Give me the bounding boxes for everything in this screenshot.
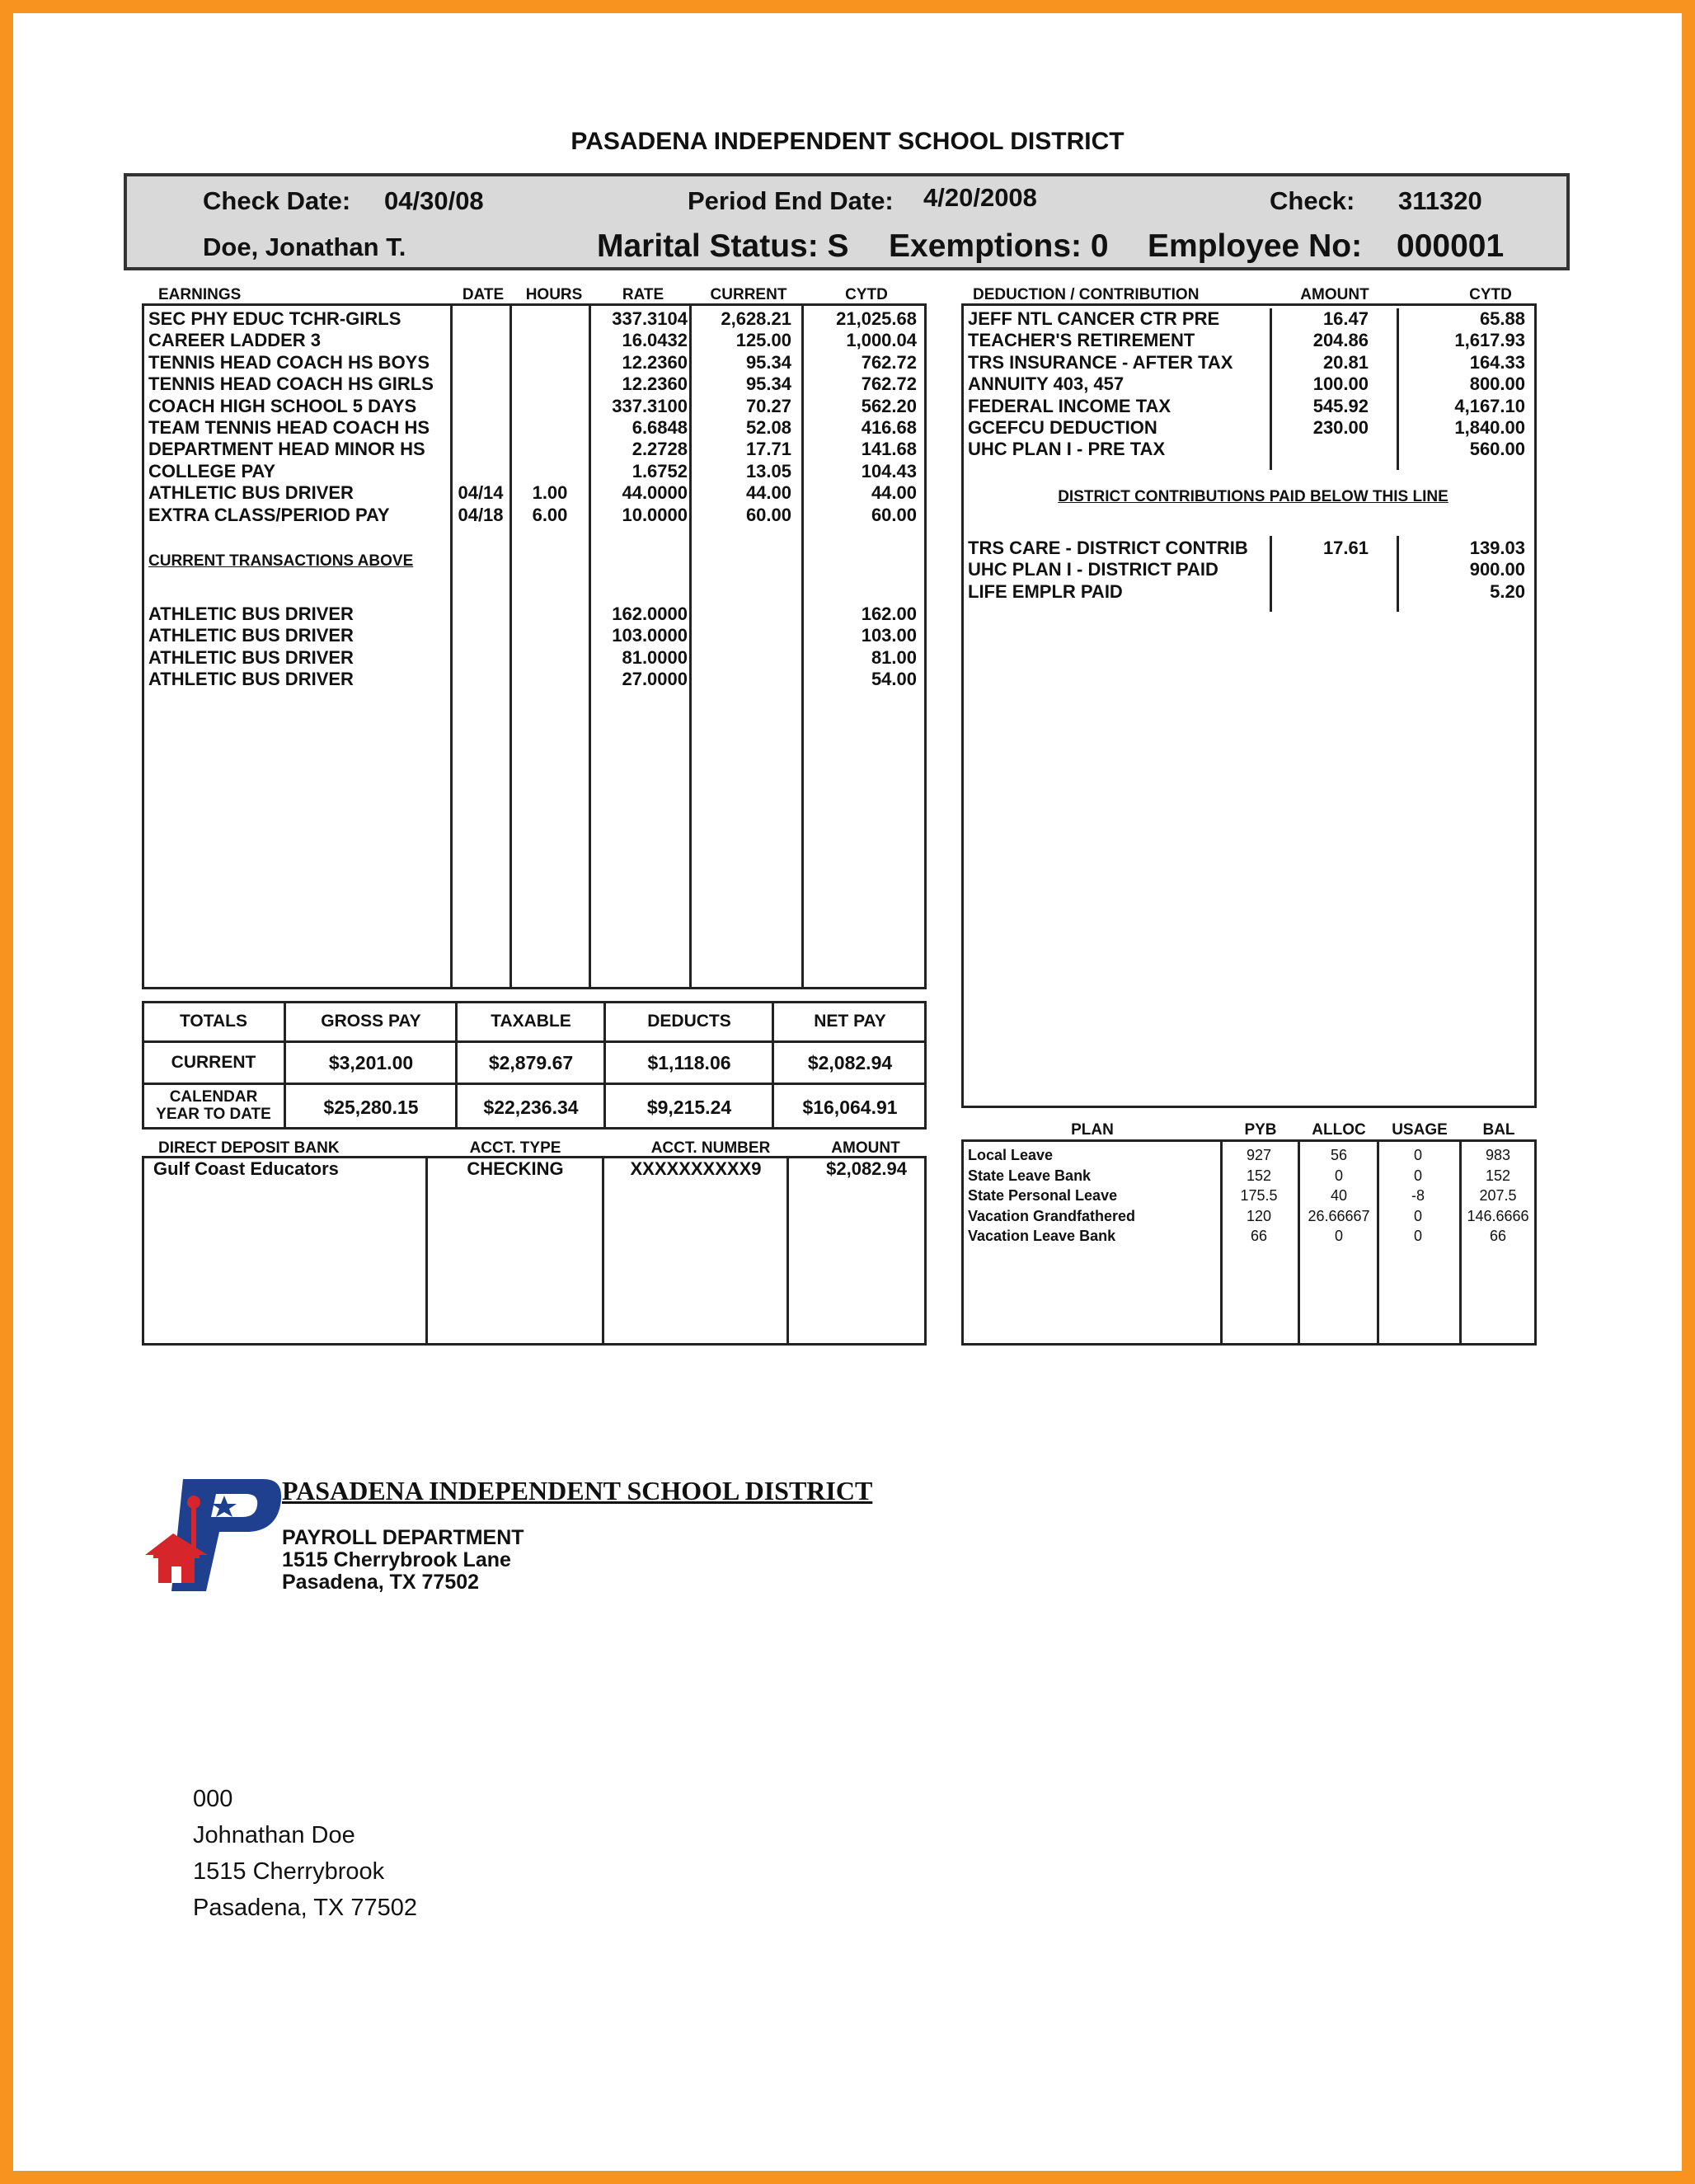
table-row — [148, 505, 923, 526]
table-row — [968, 1186, 1537, 1206]
prior-earning-cytd: 81.00 — [871, 646, 917, 668]
leave-bal: 146.6666 — [1467, 1207, 1529, 1224]
hours-header: HOURS — [525, 286, 583, 303]
acct-type-header: ACCT. TYPE — [469, 1139, 561, 1157]
deduction-amount: 545.92 — [1312, 395, 1369, 416]
plan-header: PLAN — [1071, 1121, 1114, 1139]
earning-rate: 337.3100 — [612, 395, 688, 416]
earning-hours: 1.00 — [532, 482, 568, 504]
deduction-header: DEDUCTION / CONTRIBUTION — [973, 286, 1200, 303]
ytd-label — [142, 1088, 285, 1123]
deduction-cytd: 139.03 — [1469, 538, 1525, 558]
period-end-label: Period End Date: — [688, 186, 894, 215]
leave-usage: 0 — [1413, 1147, 1422, 1163]
deposit-table — [142, 1156, 927, 1346]
earning-name: TENNIS HEAD COACH HS GIRLS — [148, 373, 434, 395]
prior-earning-name: ATHLETIC BUS DRIVER — [148, 625, 354, 646]
earning-cytd: 762.72 — [861, 373, 917, 395]
prior-earnings-rows — [148, 604, 923, 691]
exemptions: Exemptions: 0 — [889, 228, 1109, 264]
deposit-acct-type: CHECKING — [467, 1158, 564, 1179]
leave-alloc: 0 — [1334, 1167, 1343, 1184]
deposit-bank-header: DIRECT DEPOSIT BANK — [158, 1139, 340, 1157]
earning-name: CAREER LADDER 3 — [148, 330, 322, 351]
district-title: PASADENA INDEPENDENT SCHOOL DISTRICT — [570, 128, 1125, 155]
ytd-net-pay: $16,064.91 — [802, 1097, 898, 1118]
table-row — [968, 308, 1532, 330]
deduction-amount: 16.47 — [1322, 308, 1369, 329]
deduction-name: FEDERAL INCOME TAX — [968, 395, 1171, 416]
date-header: DATE — [462, 286, 505, 303]
earning-current: 70.27 — [745, 395, 791, 416]
prior-earning-rate: 162.0000 — [612, 604, 688, 624]
deduction-cytd: 1,840.00 — [1454, 416, 1525, 438]
check-date-label: Check Date: — [203, 186, 351, 215]
table-row — [148, 482, 923, 504]
table-row — [148, 396, 923, 417]
district-contributions-label: DISTRICT CONTRIBUTIONS PAID BELOW THIS LINE — [1058, 488, 1448, 505]
prior-earning-rate: 81.0000 — [622, 646, 688, 668]
earning-current: 2,628.21 — [721, 308, 791, 329]
deduction-cytd: 65.88 — [1479, 308, 1525, 329]
deduction-name: ANNUITY 403, 457 — [968, 373, 1125, 395]
deduction-name: TRS CARE - DISTRICT CONTRIB — [968, 538, 1248, 558]
earning-name: ATHLETIC BUS DRIVER — [148, 482, 354, 504]
leave-bal: 207.5 — [1479, 1187, 1517, 1204]
leave-pyb: 927 — [1246, 1147, 1272, 1163]
earning-cytd: 416.68 — [861, 416, 917, 438]
leave-rows — [968, 1145, 1537, 1247]
leave-pyb: 152 — [1246, 1167, 1272, 1184]
usage-header: USAGE — [1392, 1121, 1448, 1139]
period-end-value: 4/20/2008 — [923, 183, 1037, 212]
earning-hours: 6.00 — [532, 504, 568, 525]
earning-cytd: 762.72 — [861, 351, 917, 373]
earning-name: DEPARTMENT HEAD MINOR HS — [148, 439, 425, 460]
totals-header: TOTALS — [179, 1012, 248, 1031]
deduction-amount: 100.00 — [1312, 373, 1369, 395]
ytd-label-line2: YEAR TO DATE — [156, 1106, 271, 1123]
table-row — [148, 647, 923, 669]
leave-alloc: 26.66667 — [1308, 1207, 1370, 1224]
deduction-cytd: 4,167.10 — [1454, 395, 1525, 416]
earning-rate: 2.2728 — [632, 439, 688, 460]
pyb-header: PYB — [1244, 1121, 1277, 1139]
deduction-name: LIFE EMPLR PAID — [968, 580, 1123, 602]
table-row — [148, 352, 923, 373]
table-row — [148, 308, 923, 330]
deduction-name: GCEFCU DEDUCTION — [968, 416, 1157, 438]
earning-rate: 44.0000 — [622, 482, 688, 504]
earning-current: 17.71 — [745, 439, 791, 460]
deduction-amount: 230.00 — [1312, 416, 1369, 438]
leave-alloc: 56 — [1330, 1147, 1348, 1163]
deduction-amount: 17.61 — [1322, 538, 1369, 558]
bal-header: BAL — [1482, 1121, 1515, 1139]
deducts-header: DEDUCTS — [647, 1012, 731, 1031]
earning-current: 125.00 — [735, 330, 791, 351]
table-row — [968, 538, 1532, 559]
prior-earning-cytd: 162.00 — [861, 604, 917, 624]
cytd-header: CYTD — [845, 286, 888, 303]
district-contribution-rows — [968, 538, 1532, 603]
deduction-cytd: 800.00 — [1469, 373, 1525, 395]
earning-cytd: 104.43 — [861, 460, 917, 481]
leave-bal: 983 — [1485, 1147, 1511, 1163]
leave-plan: Vacation Leave Bank — [968, 1228, 1116, 1244]
current-net-pay: $2,082.94 — [807, 1052, 893, 1073]
table-row — [968, 417, 1532, 439]
earning-rate: 12.2360 — [622, 351, 688, 373]
table-row — [968, 373, 1532, 395]
leave-usage: 0 — [1413, 1167, 1422, 1184]
prior-earning-cytd: 54.00 — [871, 669, 917, 690]
prior-earning-name: ATHLETIC BUS DRIVER — [148, 604, 354, 624]
current-transactions-label: CURRENT TRANSACTIONS ABOVE — [148, 552, 414, 570]
net-pay-header: NET PAY — [814, 1012, 886, 1031]
earning-current: 44.00 — [745, 482, 791, 504]
prior-earning-rate: 103.0000 — [612, 625, 688, 646]
rate-header: RATE — [622, 286, 664, 303]
deduction-cytd: 164.33 — [1469, 351, 1525, 373]
prior-earning-cytd: 103.00 — [861, 625, 917, 646]
deduction-cytd: 560.00 — [1469, 439, 1525, 460]
footer-district-name: PASADENA INDEPENDENT SCHOOL DISTRICT — [282, 1476, 873, 1505]
earning-rate: 12.2360 — [622, 373, 688, 395]
earning-rate: 337.3104 — [612, 308, 688, 329]
earning-current: 60.00 — [745, 504, 791, 525]
earning-cytd: 44.00 — [871, 482, 917, 504]
deduction-amount: 204.86 — [1312, 330, 1369, 351]
earning-cytd: 562.20 — [861, 395, 917, 416]
deposit-amount: $2,082.94 — [826, 1158, 907, 1179]
acct-number-header: ACCT. NUMBER — [650, 1139, 771, 1157]
leave-plan: Local Leave — [968, 1147, 1054, 1163]
current-totals-label: CURRENT — [171, 1053, 256, 1072]
earning-current: 13.05 — [745, 460, 791, 481]
deduction-amount: 20.81 — [1322, 351, 1369, 373]
earning-cytd: 141.68 — [861, 439, 917, 460]
earning-name: TENNIS HEAD COACH HS BOYS — [148, 351, 430, 373]
earning-date: 04/14 — [458, 482, 504, 504]
ytd-gross-pay: $25,280.15 — [323, 1097, 419, 1118]
mailing-line-3: 1515 Cherrybrook — [193, 1858, 385, 1885]
current-taxable: $2,879.67 — [488, 1052, 574, 1073]
leave-usage: 0 — [1413, 1228, 1422, 1244]
deposit-acct-number: XXXXXXXXXX9 — [630, 1158, 762, 1179]
table-row — [148, 330, 923, 351]
leave-bal: 152 — [1485, 1167, 1511, 1184]
earning-rate: 10.0000 — [622, 504, 688, 525]
employee-no-value: 000001 — [1397, 228, 1505, 264]
deduction-cytd: 5.20 — [1490, 580, 1525, 602]
deduction-amount-header: AMOUNT — [1300, 286, 1369, 303]
taxable-header: TAXABLE — [491, 1012, 571, 1031]
leave-plan: Vacation Grandfathered — [968, 1207, 1136, 1224]
current-gross-pay: $3,201.00 — [328, 1052, 414, 1073]
deduction-name: TEACHER'S RETIREMENT — [968, 330, 1195, 351]
leave-alloc: 0 — [1334, 1228, 1343, 1244]
table-row — [968, 439, 1532, 460]
prior-earning-name: ATHLETIC BUS DRIVER — [148, 646, 354, 668]
earning-current: 52.08 — [745, 416, 791, 438]
deposit-bank-name: Gulf Coast Educators — [153, 1158, 339, 1179]
ytd-label-line1: CALENDAR — [169, 1088, 258, 1106]
mailing-line-2: Johnathan Doe — [193, 1822, 355, 1848]
deduction-name: TRS INSURANCE - AFTER TAX — [968, 351, 1233, 373]
table-row — [968, 1166, 1537, 1186]
employee-name: Doe, Jonathan T. — [203, 232, 406, 261]
earning-cytd: 60.00 — [871, 504, 917, 525]
earning-cytd: 21,025.68 — [836, 308, 917, 329]
earning-name: SEC PHY EDUC TCHR-GIRLS — [148, 308, 401, 329]
table-row — [148, 604, 923, 625]
leave-pyb: 120 — [1246, 1207, 1272, 1224]
leave-usage: -8 — [1411, 1187, 1425, 1204]
earning-name: TEAM TENNIS HEAD COACH HS — [148, 416, 430, 438]
table-row — [968, 1206, 1537, 1227]
table-row — [968, 330, 1532, 351]
table-row — [148, 417, 923, 439]
earning-name: COACH HIGH SCHOOL 5 DAYS — [148, 395, 417, 416]
leave-plan: State Personal Leave — [968, 1187, 1118, 1204]
table-row — [968, 559, 1532, 580]
ytd-taxable: $22,236.34 — [483, 1097, 579, 1118]
leave-plan: State Leave Bank — [968, 1167, 1092, 1184]
ytd-deducts: $9,215.24 — [646, 1097, 732, 1118]
deduction-cytd: 1,617.93 — [1454, 330, 1525, 351]
prior-earning-rate: 27.0000 — [622, 669, 688, 690]
deduction-cytd-header: CYTD — [1469, 286, 1512, 303]
table-row — [148, 461, 923, 482]
current-header: CURRENT — [710, 286, 787, 303]
earnings-header: EARNINGS — [158, 286, 242, 303]
table-row — [968, 396, 1532, 417]
table-row — [968, 352, 1532, 373]
leave-pyb: 66 — [1250, 1228, 1268, 1244]
current-deducts: $1,118.06 — [647, 1052, 731, 1073]
mailing-line-1: 000 — [193, 1786, 233, 1812]
deduction-cytd: 900.00 — [1469, 559, 1525, 580]
earning-rate: 16.0432 — [622, 330, 688, 351]
district-logo-icon — [140, 1476, 285, 1596]
payroll-department: PAYROLL DEPARTMENT — [282, 1526, 524, 1549]
deduction-name: UHC PLAN I - PRE TAX — [968, 439, 1166, 460]
footer-street: 1515 Cherrybrook Lane — [282, 1548, 511, 1571]
deposit-amount-header: AMOUNT — [831, 1139, 900, 1157]
check-number-label: Check: — [1270, 186, 1355, 215]
deduction-rows — [968, 308, 1532, 461]
mailing-address — [193, 1781, 417, 1926]
earning-current: 95.34 — [745, 351, 791, 373]
earning-date: 04/18 — [458, 504, 504, 525]
alloc-header: ALLOC — [1312, 1121, 1366, 1139]
deduction-name: JEFF NTL CANCER CTR PRE — [968, 308, 1220, 329]
check-number-value: 311320 — [1398, 186, 1482, 215]
table-row — [968, 1145, 1537, 1166]
marital-status: Marital Status: S — [597, 228, 849, 264]
employee-no-label: Employee No: — [1148, 228, 1363, 264]
earning-cytd: 1,000.04 — [846, 330, 917, 351]
check-date-value: 04/30/08 — [384, 186, 484, 215]
deduction-name: UHC PLAN I - DISTRICT PAID — [968, 559, 1218, 580]
earnings-rows — [148, 308, 923, 526]
leave-pyb: 175.5 — [1240, 1187, 1278, 1204]
prior-earning-name: ATHLETIC BUS DRIVER — [148, 669, 354, 690]
leave-bal: 66 — [1489, 1228, 1507, 1244]
leave-usage: 0 — [1413, 1207, 1422, 1224]
table-row — [148, 669, 923, 690]
table-row — [968, 581, 1532, 603]
earning-name: EXTRA CLASS/PERIOD PAY — [148, 504, 390, 525]
gross-pay-header: GROSS PAY — [321, 1012, 421, 1031]
table-row — [148, 625, 923, 646]
leave-alloc: 40 — [1330, 1187, 1348, 1204]
earning-rate: 6.6848 — [632, 416, 688, 438]
earning-current: 95.34 — [745, 373, 791, 395]
table-row — [148, 373, 923, 395]
table-row — [968, 1226, 1537, 1247]
mailing-line-4: Pasadena, TX 77502 — [193, 1895, 417, 1921]
earning-name: COLLEGE PAY — [148, 460, 276, 481]
table-row — [148, 439, 923, 460]
earning-rate: 1.6752 — [632, 460, 688, 481]
footer-city: Pasadena, TX 77502 — [282, 1571, 480, 1594]
